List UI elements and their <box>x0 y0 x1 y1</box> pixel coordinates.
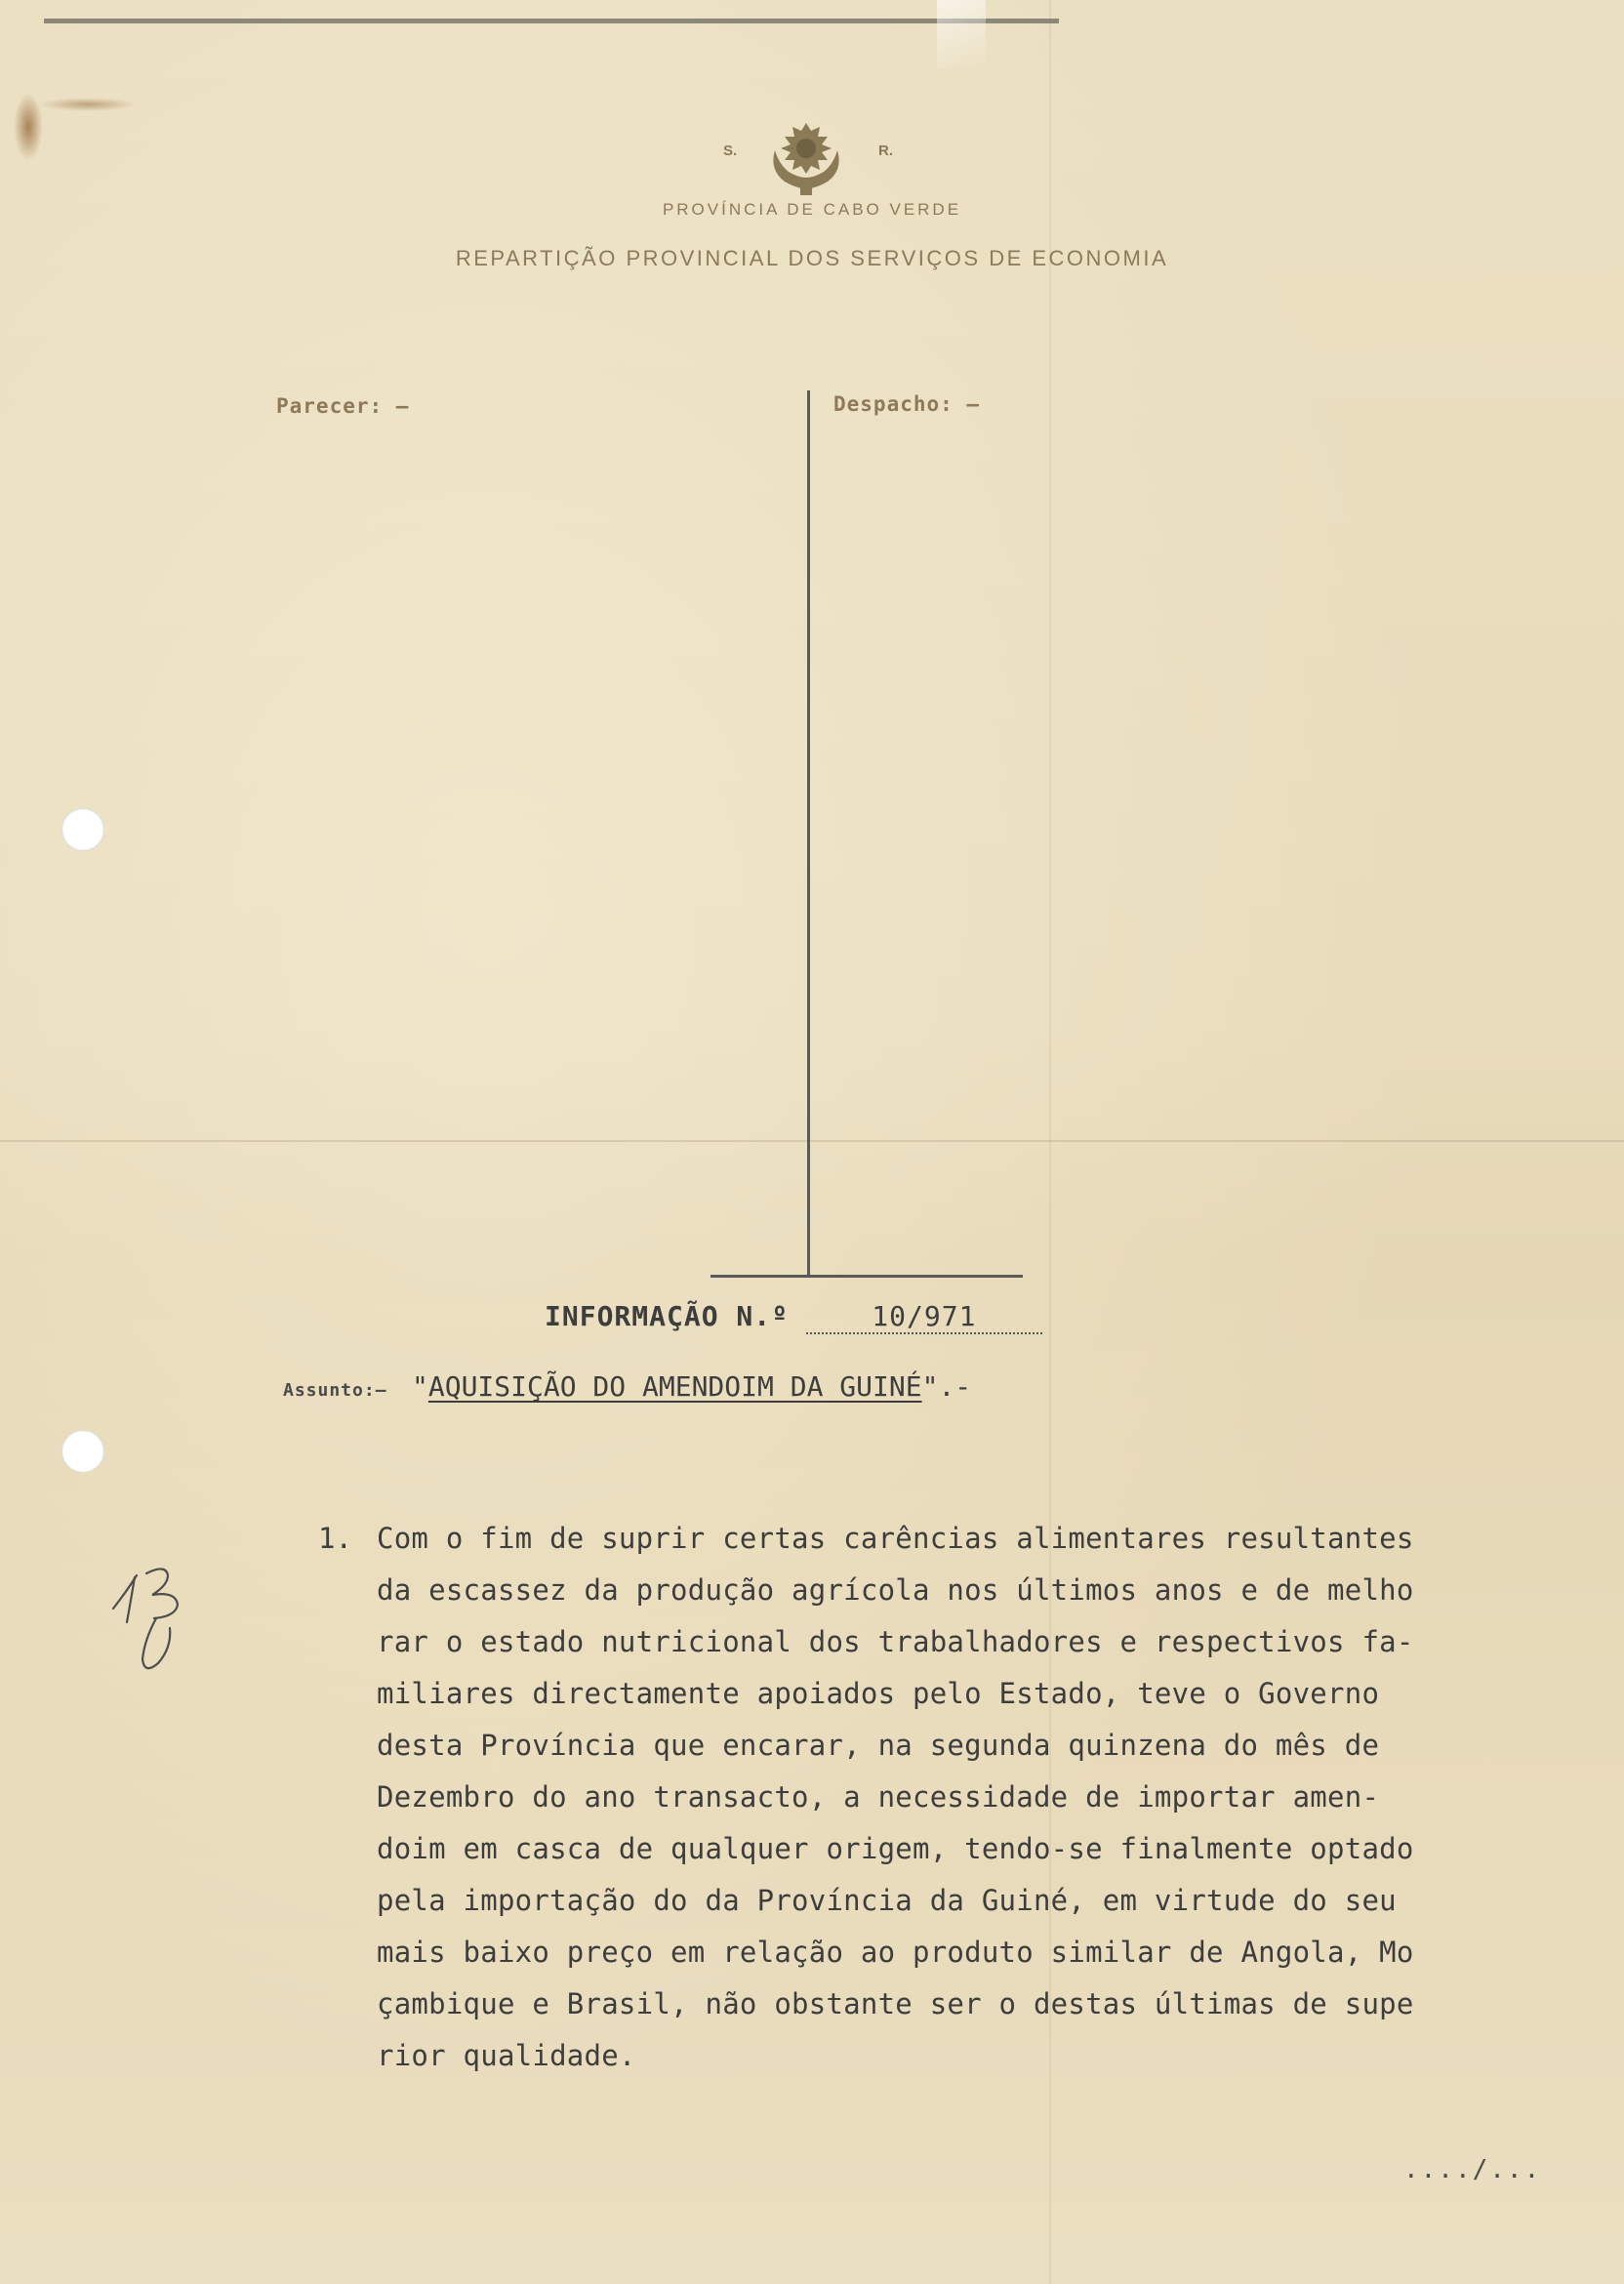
parecer-label: Parecer: — <box>276 394 410 418</box>
assunto-text <box>412 1370 971 1403</box>
body-line-10: çambique e Brasil, não obstante ser o destas últimas de supe <box>377 1987 1414 2020</box>
assunto-subject: AQUISIÇÃO DO AMENDOIM DA GUINÉ <box>427 1370 922 1403</box>
informacao-line <box>545 1300 1042 1334</box>
department-heading: REPARTIÇÃO PROVINCIAL DOS SERVIÇOS DE ECONOMIA <box>455 246 1169 270</box>
top-rule <box>44 19 1059 23</box>
province-heading: PROVÍNCIA DE CABO VERDE <box>662 200 962 219</box>
assunto-close: ".- <box>921 1370 972 1403</box>
coat-of-arms-icon <box>765 121 847 197</box>
body-line-1: Com o fim de suprir certas carências alimentares resultantes <box>377 1522 1414 1555</box>
field-divider-vertical <box>807 390 810 1277</box>
despacho-label: Despacho: — <box>833 392 981 416</box>
burn-stain-small <box>39 98 137 111</box>
informacao-number: 10/971 <box>806 1300 1042 1334</box>
body-line-7: doim em casca de qualquer origem, tendo-se finalmente optado <box>377 1832 1414 1865</box>
continuation-marker: ..../... <box>1403 2155 1542 2184</box>
assunto-label: Assunto:— <box>283 1380 387 1401</box>
body-line-9: mais baixo preço em relação ao produto similar de Angola, Mo <box>377 1936 1414 1969</box>
informacao-label: INFORMAÇÃO N.º <box>545 1300 790 1332</box>
handwritten-initials-icon <box>107 1562 215 1679</box>
body-line-3: rar o estado nutricional dos trabalhadores e respectivos fa- <box>377 1625 1414 1658</box>
paper-tear <box>937 0 986 68</box>
body-line-5: desta Província que encarar, na segunda quinzena do mês de <box>377 1729 1380 1762</box>
punch-hole-top <box>61 808 104 851</box>
body-line-2: da escassez da produção agrícola nos últimos anos e de melho <box>377 1573 1414 1607</box>
body-line-11: rior qualidade. <box>377 2039 636 2072</box>
body-line-4: miliares directamente apoiados pelo Estado, teve o Governo <box>377 1677 1380 1710</box>
assunto-open-quote: " <box>412 1370 428 1403</box>
fold-line-horizontal <box>0 1140 1624 1142</box>
body-line-6: Dezembro do ano transacto, a necessidade de importar amen- <box>377 1780 1380 1814</box>
punch-hole-bottom <box>61 1430 104 1473</box>
letterhead-s: S. <box>723 143 738 159</box>
paragraph-number: 1. <box>318 1522 352 1555</box>
field-divider-horizontal <box>710 1275 1023 1278</box>
letterhead-r: R. <box>878 143 893 159</box>
body-line-8: pela importação do da Província da Guiné, em virtude do seu <box>377 1884 1397 1917</box>
